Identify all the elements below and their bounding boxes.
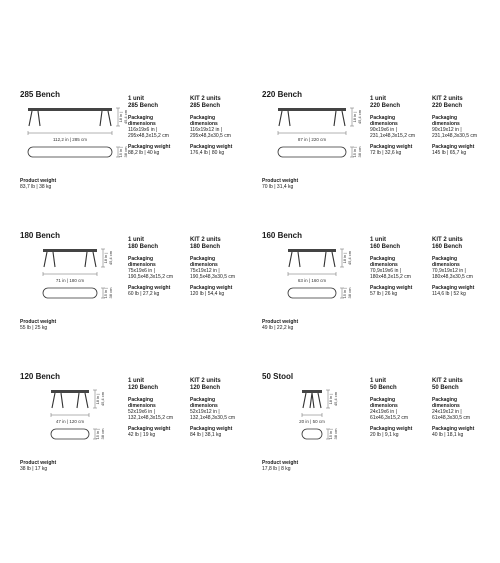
kit-column (190, 96, 248, 156)
product-title: 50 Stool (262, 372, 294, 381)
packaging-weight-label: Packaging weight (370, 144, 413, 150)
seat-plan-view (51, 429, 89, 439)
packaging-weight-label: Packaging weight (128, 426, 171, 432)
packaging-dimensions-label: dimensions (432, 262, 460, 268)
depth-label: 15 in | (103, 287, 108, 299)
kit-header: 220 Bench (432, 103, 463, 109)
packaging-weight-label: Packaging weight (128, 144, 171, 150)
product-weight-label: Product weight (20, 460, 57, 466)
packaging-dimensions-label: Packaging (370, 397, 396, 403)
kit-column (190, 378, 248, 438)
packaging-weight-label: Packaging weight (370, 285, 413, 291)
kit-header: 285 Bench (190, 103, 221, 109)
packaging-dimensions-label: dimensions (190, 403, 218, 409)
kit-column (190, 237, 248, 297)
packaging-weight-value: 84 lb | 38,1 kg (190, 432, 222, 438)
bench-leg (342, 111, 345, 126)
unit-header: 120 Bench (128, 385, 159, 391)
product-weight (262, 178, 298, 190)
bench-leg (318, 393, 321, 408)
packaging-weight-value: 57 lb | 26 kg (370, 291, 398, 297)
packaging-dimensions-value: 24x19x12 in | (432, 409, 462, 415)
packaging-dimensions-label: Packaging (128, 397, 154, 403)
depth-label: 38 cm (333, 428, 338, 440)
product-weight (262, 319, 298, 331)
depth-label: 15 in | (328, 428, 333, 440)
product-weight-value: 83,7 lb | 38 kg (20, 184, 52, 190)
bench-leg (332, 252, 335, 267)
product-title: 180 Bench (20, 231, 61, 240)
kit-column (432, 96, 490, 156)
product-title: 285 Bench (20, 90, 61, 99)
product-block (20, 90, 250, 210)
height-label: 45,4 cm (108, 250, 113, 266)
kit-header: KIT 2 units (432, 237, 463, 243)
height-label: 45,4 cm (333, 391, 338, 407)
bench-leg (324, 252, 326, 267)
unit-header: 160 Bench (370, 244, 401, 250)
packaging-weight-value: 88,2 lb | 40 kg (128, 150, 160, 156)
bench-leg (312, 393, 314, 408)
bench-leg (310, 393, 312, 408)
seat-plan-view (302, 429, 322, 439)
packaging-dimensions-label: Packaging (128, 256, 154, 262)
unit-header: 1 unit (128, 378, 144, 384)
kit-header: 50 Bench (432, 385, 459, 391)
packaging-dimensions-label: Packaging (432, 397, 458, 403)
product-weight-label: Product weight (20, 178, 57, 184)
unit-header: 1 unit (370, 378, 386, 384)
packaging-dimensions-label: dimensions (370, 403, 398, 409)
packaging-dimensions-value: 75x19x6 in | (128, 268, 155, 274)
seat-plan-view (278, 147, 346, 157)
bench-seat (28, 108, 112, 111)
seat-plan-view (43, 288, 97, 298)
kit-header: KIT 2 units (190, 237, 221, 243)
seat-plan-view (288, 288, 336, 298)
depth-label: 15 in | (342, 287, 347, 299)
product-title: 160 Bench (262, 231, 303, 240)
bench-leg (100, 111, 102, 126)
depth-label: 15 in | (352, 146, 357, 158)
packaging-dimensions-label: Packaging (190, 256, 216, 262)
packaging-dimensions-value: 70,9x19x12 in | (432, 268, 466, 274)
bench-seat (278, 108, 346, 111)
packaging-weight-label: Packaging weight (370, 426, 413, 432)
height-label: 45,4 cm (347, 250, 352, 266)
packaging-dimensions-value: 61x48,3x30,5 cm (432, 415, 471, 421)
packaging-weight-label: Packaging weight (190, 426, 233, 432)
packaging-weight-label: Packaging weight (190, 285, 233, 291)
unit-column (128, 237, 186, 297)
depth-label: 38 cm (100, 428, 105, 440)
packaging-weight-value: 20 lb | 9,1 kg (370, 432, 399, 438)
packaging-weight-value: 176,4 lb | 80 kg (190, 150, 225, 156)
height-label: 45,4 cm (123, 109, 128, 125)
product-weight-label: Product weight (262, 178, 299, 184)
product-block (20, 231, 250, 351)
bench-leg (77, 393, 79, 408)
kit-header: 120 Bench (190, 385, 221, 391)
seat-plan-view (28, 147, 112, 157)
depth-label: 38 cm (347, 287, 352, 299)
packaging-dimensions-value: 70,9x19x6 in | (370, 268, 402, 274)
product-weight-label: Product weight (20, 319, 57, 325)
packaging-weight-value: 145 lb | 65,7 kg (432, 150, 467, 156)
bench-leg (93, 252, 96, 267)
packaging-dimensions-value: 90x19x12 in | (432, 127, 462, 133)
packaging-dimensions-value: 295x48,3x15,2 cm (128, 133, 169, 139)
height-label: 18 in | (342, 252, 347, 264)
packaging-dimensions-value: 52x19x12 in | (190, 409, 220, 415)
kit-header: KIT 2 units (432, 96, 463, 102)
packaging-dimensions-label: Packaging (370, 115, 396, 121)
packaging-dimensions-value: 295x48,3x30,5 cm (190, 133, 231, 139)
bench-leg (29, 111, 32, 126)
packaging-dimensions-label: dimensions (190, 121, 218, 127)
unit-column (370, 237, 428, 297)
packaging-dimensions-value: 132,1x48,3x15,2 cm (128, 415, 174, 421)
packaging-dimensions-label: Packaging (190, 397, 216, 403)
product-weight (262, 460, 298, 472)
packaging-dimensions-value: 180x48,3x30,5 cm (432, 274, 473, 280)
unit-header: 220 Bench (370, 103, 401, 109)
packaging-dimensions-label: Packaging (370, 256, 396, 262)
depth-label: 38 cm (123, 146, 128, 158)
unit-column (370, 378, 428, 438)
packaging-weight-label: Packaging weight (432, 426, 475, 432)
product-drawing (262, 384, 372, 462)
bench-leg (288, 111, 290, 126)
product-title: 220 Bench (262, 90, 303, 99)
product-weight-label: Product weight (262, 460, 299, 466)
product-block (20, 372, 250, 492)
product-weight-label: Product weight (262, 319, 299, 325)
product-title: 120 Bench (20, 372, 61, 381)
product-drawing (262, 243, 372, 321)
packaging-dimensions-value: 116x19x12 in | (190, 127, 223, 133)
bench-leg (85, 252, 87, 267)
packaging-dimensions-label: Packaging (432, 256, 458, 262)
height-label: 45,4 cm (357, 109, 362, 125)
kit-header: 180 Bench (190, 244, 221, 250)
packaging-dimensions-value: 180x48,3x15,2 cm (370, 274, 411, 280)
depth-label: 15 in | (118, 146, 123, 158)
bench-seat (43, 249, 97, 252)
product-weight-value: 49 lb | 22,2 kg (262, 325, 294, 331)
packaging-dimensions-value: 116x19x6 in | (128, 127, 158, 133)
packaging-dimensions-label: dimensions (432, 403, 460, 409)
product-weight-value: 70 lb | 31,4 kg (262, 184, 294, 190)
packaging-dimensions-label: dimensions (128, 121, 156, 127)
kit-header: KIT 2 units (190, 96, 221, 102)
bench-seat (302, 390, 322, 393)
bench-leg (108, 111, 111, 126)
packaging-dimensions-value: 132,1x48,3x30,5 cm (190, 415, 236, 421)
product-drawing (262, 102, 372, 180)
product-weight-value: 38 lb | 17 kg (20, 466, 48, 472)
bench-seat (51, 390, 89, 393)
packaging-weight-value: 114,6 lb | 52 kg (432, 291, 466, 297)
packaging-weight-label: Packaging weight (128, 285, 171, 291)
depth-label: 38 cm (357, 146, 362, 158)
unit-column (370, 96, 428, 156)
packaging-dimensions-label: Packaging (128, 115, 154, 121)
bench-leg (298, 252, 300, 267)
height-label: 18 in | (352, 111, 357, 123)
width-label: 112,2 in | 285 cm (52, 137, 88, 142)
kit-column (432, 378, 490, 438)
packaging-dimensions-value: 190,5x48,3x15,2 cm (128, 274, 174, 280)
product-block (262, 231, 492, 351)
packaging-weight-value: 40 lb | 18,1 kg (432, 432, 464, 438)
depth-label: 38 cm (108, 287, 113, 299)
packaging-dimensions-label: Packaging (432, 115, 458, 121)
packaging-dimensions-value: 52x19x6 in | (128, 409, 155, 415)
depth-label: 15 in | (95, 428, 100, 440)
packaging-weight-value: 42 lb | 19 kg (128, 432, 156, 438)
bench-leg (289, 252, 292, 267)
product-weight (20, 460, 56, 472)
packaging-dimensions-value: 24x19x6 in | (370, 409, 397, 415)
unit-header: 1 unit (370, 96, 386, 102)
packaging-dimensions-value: 190,5x48,3x30,5 cm (190, 274, 236, 280)
width-label: 63 in | 160 cm (297, 278, 327, 283)
product-weight (20, 319, 56, 331)
kit-header: KIT 2 units (190, 378, 221, 384)
bench-leg (52, 393, 55, 408)
packaging-weight-value: 60 lb | 27,2 kg (128, 291, 160, 297)
width-label: 20 in | 50 cm (299, 419, 325, 424)
height-label: 18 in | (95, 393, 100, 405)
product-drawing (20, 243, 130, 321)
height-label: 18 in | (328, 393, 333, 405)
packaging-dimensions-label: dimensions (370, 262, 398, 268)
bench-leg (303, 393, 306, 408)
packaging-weight-value: 72 lb | 32,6 kg (370, 150, 402, 156)
height-label: 18 in | (118, 111, 123, 123)
unit-header: 50 Bench (370, 385, 397, 391)
bench-leg (53, 252, 55, 267)
bench-leg (334, 111, 336, 126)
packaging-dimensions-label: dimensions (128, 262, 156, 268)
packaging-dimensions-label: dimensions (190, 262, 218, 268)
packaging-dimensions-value: 231,1x48,3x30,5 cm (432, 133, 478, 139)
packaging-dimensions-label: Packaging (190, 115, 216, 121)
product-weight (20, 178, 56, 190)
kit-header: 160 Bench (432, 244, 463, 250)
packaging-dimensions-value: 231,1x48,3x15,2 cm (370, 133, 416, 139)
width-label: 71 in | 180 cm (55, 278, 85, 283)
height-label: 18 in | (103, 252, 108, 264)
unit-header: 1 unit (128, 96, 144, 102)
product-weight-value: 55 lb | 25 kg (20, 325, 48, 331)
packaging-dimensions-label: dimensions (432, 121, 460, 127)
bench-leg (38, 111, 40, 126)
product-block (262, 372, 492, 492)
packaging-weight-label: Packaging weight (432, 144, 475, 150)
product-weight-value: 17,8 lb | 8 kg (262, 466, 291, 472)
width-label: 47 in | 120 cm (55, 419, 85, 424)
packaging-dimensions-value: 90x19x6 in | (370, 127, 397, 133)
packaging-dimensions-value: 75x19x12 in | (190, 268, 220, 274)
unit-header: 285 Bench (128, 103, 159, 109)
kit-header: KIT 2 units (432, 378, 463, 384)
unit-header: 1 unit (370, 237, 386, 243)
unit-header: 180 Bench (128, 244, 159, 250)
unit-column (128, 96, 186, 156)
height-label: 45,4 cm (100, 391, 105, 407)
product-drawing (20, 384, 130, 462)
packaging-weight-label: Packaging weight (432, 285, 475, 291)
unit-header: 1 unit (128, 237, 144, 243)
unit-column (128, 378, 186, 438)
bench-leg (85, 393, 88, 408)
bench-seat (288, 249, 336, 252)
width-label: 87 in | 220 cm (297, 137, 327, 142)
bench-leg (61, 393, 63, 408)
product-drawing (20, 102, 130, 180)
kit-column (432, 237, 490, 297)
product-block (262, 90, 492, 210)
bench-leg (279, 111, 282, 126)
packaging-weight-label: Packaging weight (190, 144, 233, 150)
bench-leg (44, 252, 47, 267)
packaging-dimensions-value: 61x46,3x15,2 cm (370, 415, 409, 421)
packaging-dimensions-label: dimensions (370, 121, 398, 127)
packaging-dimensions-label: dimensions (128, 403, 156, 409)
packaging-weight-value: 120 lb | 54,4 kg (190, 291, 225, 297)
